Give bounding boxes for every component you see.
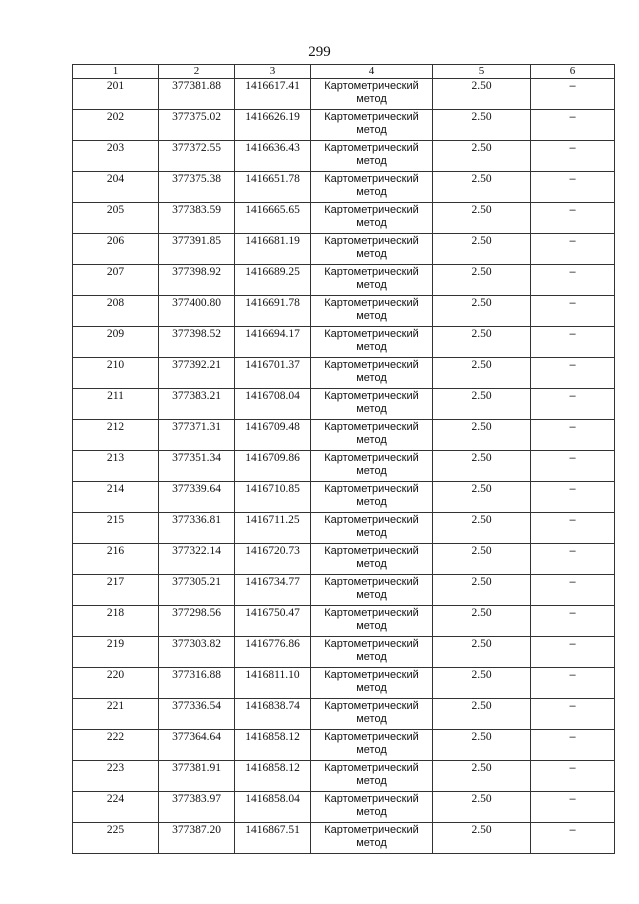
y-coordinate-cell: 1416750.47 <box>235 606 311 637</box>
point-number-cell: 218 <box>73 606 159 637</box>
y-coordinate-cell: 1416858.12 <box>235 761 311 792</box>
point-number-cell: 224 <box>73 792 159 823</box>
note-cell: – <box>531 792 615 823</box>
note-cell: – <box>531 544 615 575</box>
point-number-cell: 206 <box>73 234 159 265</box>
accuracy-cell: 2.50 <box>433 110 531 141</box>
method-cell: Картометрический метод <box>311 761 433 792</box>
accuracy-cell: 2.50 <box>433 451 531 482</box>
accuracy-cell: 2.50 <box>433 265 531 296</box>
y-coordinate-cell: 1416709.86 <box>235 451 311 482</box>
method-cell: Картометрический метод <box>311 141 433 172</box>
note-cell: – <box>531 141 615 172</box>
note-cell: – <box>531 420 615 451</box>
method-cell: Картометрический метод <box>311 482 433 513</box>
note-cell: – <box>531 606 615 637</box>
x-coordinate-cell: 377298.56 <box>159 606 235 637</box>
y-coordinate-cell: 1416710.85 <box>235 482 311 513</box>
table-row <box>73 730 615 761</box>
note-cell: – <box>531 327 615 358</box>
x-coordinate-cell: 377400.80 <box>159 296 235 327</box>
note-cell: – <box>531 389 615 420</box>
table-row <box>73 358 615 389</box>
note-cell: – <box>531 234 615 265</box>
method-cell: Картометрический метод <box>311 234 433 265</box>
x-coordinate-cell: 377316.88 <box>159 668 235 699</box>
note-cell: – <box>531 482 615 513</box>
method-cell: Картометрический метод <box>311 792 433 823</box>
accuracy-cell: 2.50 <box>433 79 531 110</box>
y-coordinate-cell: 1416651.78 <box>235 172 311 203</box>
accuracy-cell: 2.50 <box>433 606 531 637</box>
method-cell: Картометрический метод <box>311 327 433 358</box>
table-row <box>73 389 615 420</box>
note-cell: – <box>531 513 615 544</box>
note-cell: – <box>531 668 615 699</box>
table-row <box>73 699 615 730</box>
method-cell: Картометрический метод <box>311 637 433 668</box>
accuracy-cell: 2.50 <box>433 327 531 358</box>
accuracy-cell: 2.50 <box>433 761 531 792</box>
table-row <box>73 544 615 575</box>
table-row <box>73 265 615 296</box>
point-number-cell: 202 <box>73 110 159 141</box>
accuracy-cell: 2.50 <box>433 575 531 606</box>
accuracy-cell: 2.50 <box>433 668 531 699</box>
x-coordinate-cell: 377375.38 <box>159 172 235 203</box>
accuracy-cell: 2.50 <box>433 172 531 203</box>
y-coordinate-cell: 1416636.43 <box>235 141 311 172</box>
x-coordinate-cell: 377398.92 <box>159 265 235 296</box>
point-number-cell: 214 <box>73 482 159 513</box>
accuracy-cell: 2.50 <box>433 699 531 730</box>
y-coordinate-cell: 1416858.12 <box>235 730 311 761</box>
y-coordinate-cell: 1416720.73 <box>235 544 311 575</box>
table-row <box>73 637 615 668</box>
x-coordinate-cell: 377383.21 <box>159 389 235 420</box>
table-row <box>73 79 615 110</box>
x-coordinate-cell: 377383.97 <box>159 792 235 823</box>
x-coordinate-cell: 377371.31 <box>159 420 235 451</box>
table-row <box>73 575 615 606</box>
accuracy-cell: 2.50 <box>433 203 531 234</box>
x-coordinate-cell: 377387.20 <box>159 823 235 854</box>
method-cell: Картометрический метод <box>311 668 433 699</box>
method-cell: Картометрический метод <box>311 575 433 606</box>
y-coordinate-cell: 1416734.77 <box>235 575 311 606</box>
header-col-3: 3 <box>235 65 311 79</box>
accuracy-cell: 2.50 <box>433 141 531 172</box>
point-number-cell: 215 <box>73 513 159 544</box>
table-row <box>73 234 615 265</box>
y-coordinate-cell: 1416691.78 <box>235 296 311 327</box>
point-number-cell: 221 <box>73 699 159 730</box>
table-row <box>73 203 615 234</box>
point-number-cell: 205 <box>73 203 159 234</box>
x-coordinate-cell: 377351.34 <box>159 451 235 482</box>
point-number-cell: 219 <box>73 637 159 668</box>
page-number: 299 <box>308 44 331 60</box>
header-row <box>73 65 615 79</box>
x-coordinate-cell: 377336.54 <box>159 699 235 730</box>
note-cell: – <box>531 296 615 327</box>
x-coordinate-cell: 377381.91 <box>159 761 235 792</box>
table-row <box>73 668 615 699</box>
note-cell: – <box>531 637 615 668</box>
point-number-cell: 208 <box>73 296 159 327</box>
table-row <box>73 451 615 482</box>
header-col-1: 1 <box>73 65 159 79</box>
method-cell: Картометрический метод <box>311 823 433 854</box>
x-coordinate-cell: 377375.02 <box>159 110 235 141</box>
point-number-cell: 210 <box>73 358 159 389</box>
table-row <box>73 792 615 823</box>
point-number-cell: 222 <box>73 730 159 761</box>
note-cell: – <box>531 451 615 482</box>
note-cell: – <box>531 265 615 296</box>
x-coordinate-cell: 377381.88 <box>159 79 235 110</box>
method-cell: Картометрический метод <box>311 730 433 761</box>
table-row <box>73 482 615 513</box>
accuracy-cell: 2.50 <box>433 234 531 265</box>
note-cell: – <box>531 358 615 389</box>
point-number-cell: 203 <box>73 141 159 172</box>
point-number-cell: 223 <box>73 761 159 792</box>
y-coordinate-cell: 1416858.04 <box>235 792 311 823</box>
note-cell: – <box>531 575 615 606</box>
x-coordinate-cell: 377364.64 <box>159 730 235 761</box>
y-coordinate-cell: 1416626.19 <box>235 110 311 141</box>
x-coordinate-cell: 377303.82 <box>159 637 235 668</box>
point-number-cell: 213 <box>73 451 159 482</box>
method-cell: Картометрический метод <box>311 265 433 296</box>
method-cell: Картометрический метод <box>311 451 433 482</box>
accuracy-cell: 2.50 <box>433 482 531 513</box>
point-number-cell: 216 <box>73 544 159 575</box>
note-cell: – <box>531 79 615 110</box>
accuracy-cell: 2.50 <box>433 389 531 420</box>
note-cell: – <box>531 172 615 203</box>
point-number-cell: 225 <box>73 823 159 854</box>
table-row <box>73 327 615 358</box>
method-cell: Картометрический метод <box>311 544 433 575</box>
method-cell: Картометрический метод <box>311 513 433 544</box>
table-row <box>73 141 615 172</box>
y-coordinate-cell: 1416694.17 <box>235 327 311 358</box>
method-cell: Картометрический метод <box>311 699 433 730</box>
coordinates-table <box>72 64 615 854</box>
note-cell: – <box>531 761 615 792</box>
table-row <box>73 606 615 637</box>
x-coordinate-cell: 377398.52 <box>159 327 235 358</box>
y-coordinate-cell: 1416681.19 <box>235 234 311 265</box>
method-cell: Картометрический метод <box>311 79 433 110</box>
table-row <box>73 823 615 854</box>
point-number-cell: 207 <box>73 265 159 296</box>
note-cell: – <box>531 823 615 854</box>
x-coordinate-cell: 377322.14 <box>159 544 235 575</box>
accuracy-cell: 2.50 <box>433 513 531 544</box>
y-coordinate-cell: 1416689.25 <box>235 265 311 296</box>
table-row <box>73 761 615 792</box>
y-coordinate-cell: 1416776.86 <box>235 637 311 668</box>
x-coordinate-cell: 377383.59 <box>159 203 235 234</box>
y-coordinate-cell: 1416701.37 <box>235 358 311 389</box>
x-coordinate-cell: 377392.21 <box>159 358 235 389</box>
note-cell: – <box>531 110 615 141</box>
point-number-cell: 212 <box>73 420 159 451</box>
y-coordinate-cell: 1416867.51 <box>235 823 311 854</box>
accuracy-cell: 2.50 <box>433 296 531 327</box>
x-coordinate-cell: 377372.55 <box>159 141 235 172</box>
header-col-4: 4 <box>311 65 433 79</box>
method-cell: Картометрический метод <box>311 420 433 451</box>
accuracy-cell: 2.50 <box>433 544 531 575</box>
accuracy-cell: 2.50 <box>433 420 531 451</box>
y-coordinate-cell: 1416811.10 <box>235 668 311 699</box>
accuracy-cell: 2.50 <box>433 823 531 854</box>
table-body <box>73 79 615 854</box>
table-row <box>73 513 615 544</box>
accuracy-cell: 2.50 <box>433 730 531 761</box>
method-cell: Картометрический метод <box>311 172 433 203</box>
x-coordinate-cell: 377391.85 <box>159 234 235 265</box>
point-number-cell: 217 <box>73 575 159 606</box>
y-coordinate-cell: 1416665.65 <box>235 203 311 234</box>
point-number-cell: 209 <box>73 327 159 358</box>
method-cell: Картометрический метод <box>311 606 433 637</box>
y-coordinate-cell: 1416838.74 <box>235 699 311 730</box>
y-coordinate-cell: 1416711.25 <box>235 513 311 544</box>
point-number-cell: 211 <box>73 389 159 420</box>
y-coordinate-cell: 1416708.04 <box>235 389 311 420</box>
table-row <box>73 420 615 451</box>
header-col-6: 6 <box>531 65 615 79</box>
table-row <box>73 172 615 203</box>
method-cell: Картометрический метод <box>311 296 433 327</box>
accuracy-cell: 2.50 <box>433 358 531 389</box>
note-cell: – <box>531 730 615 761</box>
y-coordinate-cell: 1416617.41 <box>235 79 311 110</box>
accuracy-cell: 2.50 <box>433 637 531 668</box>
method-cell: Картометрический метод <box>311 358 433 389</box>
point-number-cell: 204 <box>73 172 159 203</box>
x-coordinate-cell: 377339.64 <box>159 482 235 513</box>
note-cell: – <box>531 203 615 234</box>
header-col-2: 2 <box>159 65 235 79</box>
header-col-5: 5 <box>433 65 531 79</box>
x-coordinate-cell: 377336.81 <box>159 513 235 544</box>
point-number-cell: 201 <box>73 79 159 110</box>
y-coordinate-cell: 1416709.48 <box>235 420 311 451</box>
x-coordinate-cell: 377305.21 <box>159 575 235 606</box>
method-cell: Картометрический метод <box>311 389 433 420</box>
method-cell: Картометрический метод <box>311 203 433 234</box>
method-cell: Картометрический метод <box>311 110 433 141</box>
table-row <box>73 110 615 141</box>
table-row <box>73 296 615 327</box>
point-number-cell: 220 <box>73 668 159 699</box>
accuracy-cell: 2.50 <box>433 792 531 823</box>
note-cell: – <box>531 699 615 730</box>
